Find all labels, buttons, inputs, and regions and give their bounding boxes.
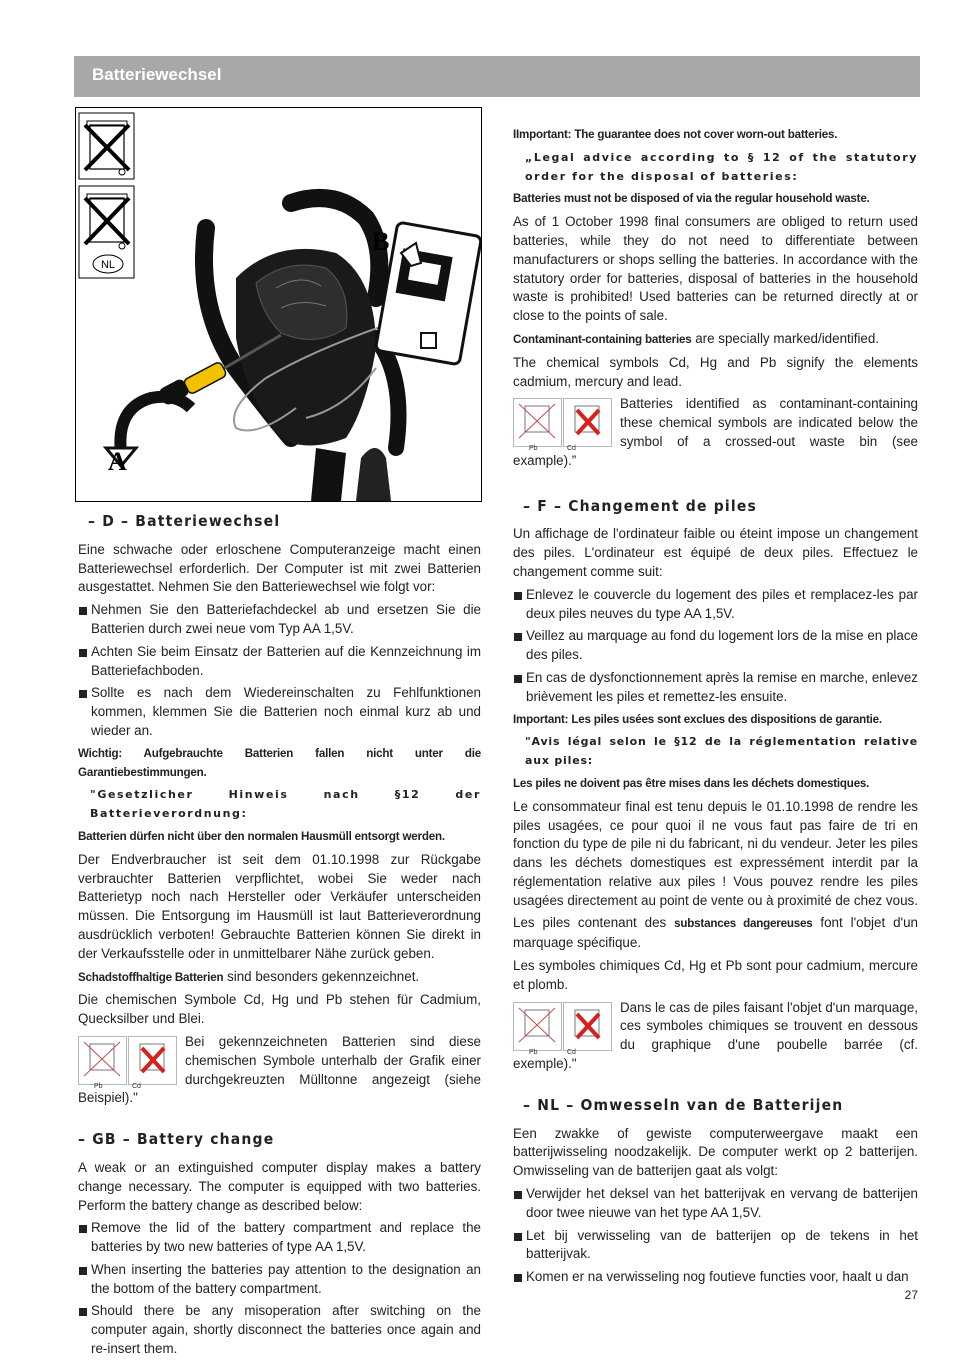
bin-example-graphic: [513, 1002, 614, 1056]
nl-badge: NL: [100, 259, 116, 271]
gb-intro: A weak or an extinguished computer display makes a battery change necessary. The computer is equipped with two batteries. Perform the battery change as described below:: [78, 1159, 481, 1213]
left-column: [78, 512, 481, 1363]
de-bin-example: [78, 1033, 481, 1112]
cd-label: Cd: [132, 1082, 141, 1090]
gb-contaminant: Contaminant-containing batteries are specially marked/identified.: [513, 330, 880, 346]
nl-bullet-2: Let bij verwisseling van de batterijen op de tekens in het batterijvak.: [513, 1227, 918, 1265]
pb-label: Pb: [94, 1082, 103, 1090]
fr-symbols: Les symboles chimiques Cd, Hg et Pb sont pour cadmium, mercure et plomb.: [513, 958, 918, 992]
section-title: Batteriewechsel: [92, 65, 222, 84]
bin-example-graphic: [78, 1036, 179, 1090]
bin-example-graphic: [513, 398, 614, 453]
fr-legal-title: "Avis légal selon le §12 de la réglementation relative aux piles:: [525, 735, 918, 768]
fr-legal-bold: Les piles ne doivent pas être mises dans les déchets domestiques.: [513, 776, 870, 790]
gb-bullet-1: Remove the lid of the battery compartment and replace the batteries by two new batteries of type AA 1,5V.: [78, 1219, 481, 1257]
de-contaminant: Schadstoffhaltige Batterien sind besonders gekennzeichnet.: [78, 968, 420, 984]
fr-bullet-1: Enlevez le couvercle du logement des piles et remplacez-les par deux piles neuves du type AA 1,5V.: [513, 586, 918, 624]
gb-legal-text: As of 1 October 1998 final consumers are obliged to return used batteries, while they do not need to differentiate between manufacturers or shops selling the batteries. In accordance with the statutory order for batteries, disposal of batteries in the household waste is prohibited! Used batteries can be returned directly at or close to the points of sale.: [513, 214, 918, 324]
label-a: A: [108, 447, 127, 476]
de-symbols: Die chemischen Symbole Cd, Hg und Pb stehen für Cadmium, Quecksilber und Blei.: [78, 992, 481, 1027]
gb-legal-bold: Batteries must not be disposed of via the regular household waste.: [513, 192, 870, 206]
cd-label: Cd: [567, 1048, 576, 1056]
fr-bin-example: [513, 999, 918, 1078]
fr-important: Important: Les piles usées sont exclues des dispositions de garantie.: [513, 712, 882, 726]
crossed-out-bin-icon: [79, 113, 134, 179]
section-header-bar: [74, 56, 920, 97]
cd-label: Cd: [567, 445, 576, 453]
de-bullet-2: Achten Sie beim Einsatz der Batterien auf die Kennzeichnung im Batteriefachboden.: [78, 643, 481, 681]
de-bullet-1: Nehmen Sie den Batteriefachdeckel ab und ersetzen Sie die Batterien durch zwei neue vom Typ AA 1,5V.: [78, 601, 481, 639]
gb-legal-title: „Legal advice according to § 12 of the statutory order for the disposal of batteries:: [525, 150, 918, 183]
de-bullet-3: Sollte es nach dem Wiedereinschalten zu Fehlfunktionen kommen, klemmen Sie die Batterien noch einmal kurz ab und wieder an.: [78, 684, 481, 740]
de-important: Wichtig: Aufgebrauchte Batterien fallen nicht unter die Garantiebestimmungen.: [78, 746, 481, 779]
nl-heading: – NL – Omwesseln van de Batterijen: [523, 1095, 844, 1114]
pb-label: Pb: [529, 1048, 538, 1056]
gb-bin-text: Batteries identified as contaminant-containing these chemical symbols are indicated below the symbol of a crossed-out waste bin (see example).”: [513, 396, 918, 468]
nl-intro: Een zwakke of gewiste computerweergave maakt een batterijwisseling noodzakelijk. De computer werkt op 2 batterijen. Omwisseling van de batterijen gaat als volgt:: [513, 1125, 918, 1179]
de-intro: Eine schwache oder erloschene Computeranzeige macht einen Batteriewechsel erforderlich. Der Computer ist mit zwei Batterien ausgestattet. Nehmen Sie den Batteriewechsel wie folgt vor:: [78, 541, 481, 595]
de-legal-title: "Gesetzlicher Hinweis nach §12 der Batterieverordnung:: [90, 788, 481, 821]
nl-bullet-3: Komen er na verwisseling nog foutieve functies voor, haalt u dan: [513, 1268, 918, 1287]
pb-label: Pb: [529, 445, 538, 453]
fr-contaminant: Les piles contenant des substances dangereuses font l'objet d'un marquage spécifique.: [513, 915, 918, 951]
nl-bullet-1: Verwijder het deksel van het batterijvak en vervang de batterijen door twee nieuwe van het type AA 1,5V.: [513, 1185, 918, 1223]
de-legal-text: Der Endverbraucher ist seit dem 01.10.1998 zur Rückgabe verbrauchter Batterien verpflichtet, wobei Sie weder nach Batterietyp noch nach Hersteller oder Verkäufer unterscheiden müssen. Die Entsorgung im Hausmüll ist laut Batterieverordnung ausdrücklich verboten! Gebrauchte Batterien können Sie direkt in der Verkaufsstelle oder in unmittelbarer Nähe zurück geben.: [78, 851, 481, 961]
de-heading: – D – Batteriewechsel: [88, 512, 281, 530]
fr-intro: Un affichage de l'ordinateur faible ou éteint impose un changement des piles. L'ordinateur est équipé de deux piles. Effectuez le changement comme suit:: [513, 526, 918, 579]
de-bin-text: Bei gekennzeichneten Batterien sind diese chemischen Symbole unterhalb der Grafik einer durchgekreuzten Mülltonne angezeigt (siehe Beispiel).": [78, 1033, 481, 1106]
right-column: [513, 126, 918, 1291]
de-legal-bold: Batterien dürfen nicht über den normalen Hausmüll entsorgt werden.: [78, 829, 445, 843]
gb-important: IImportant: The guarantee does not cover worn-out batteries.: [513, 128, 838, 141]
fr-bullet-3: En cas de dysfonctionnement après la remise en marche, enlevez brièvement les piles et remettez-les ensuite.: [513, 669, 918, 707]
fr-legal-text: Le consommateur final est tenu depuis le 01.10.1998 de rendre les piles usagées, ce pour quoi il ne vous faut pas faire de tri en fonction du type de pile ni du fabricant, ni du vendeur. Jeter les piles dans les déchets domestiques est expressément interdit par la réglementation relative aux piles ! Vous pouvez rendre les piles usagées directement au point de vente ou à proximité de chez vous.: [513, 798, 918, 908]
fr-bullet-2: Veillez au marquage au fond du logement lors de la mise en place des piles.: [513, 627, 918, 665]
gb-heading: – GB – Battery change: [78, 1130, 275, 1149]
label-b: B: [372, 227, 390, 256]
page-number: 27: [904, 1288, 918, 1302]
battery-change-illustration: [75, 107, 482, 502]
gb-bin-example: [513, 395, 918, 474]
gb-symbols: The chemical symbols Cd, Hg and Pb signify the elements cadmium, mercury and lead.: [513, 354, 918, 389]
fr-bin-text: Dans le cas de piles faisant l'objet d'un marquage, ces symboles chimiques se trouvent en dessous du graphique d'une poubelle barrée (cf. exemple).": [513, 999, 918, 1072]
gb-bullet-2: When inserting the batteries pay attention to the designation an the bottom of the battery compartment.: [78, 1261, 481, 1299]
gb-bullet-3: Should there be any misoperation after switching on the computer again, shortly disconnect the batteries once again and re-insert them.: [78, 1302, 481, 1358]
fr-heading: – F – Changement de piles: [523, 496, 757, 515]
